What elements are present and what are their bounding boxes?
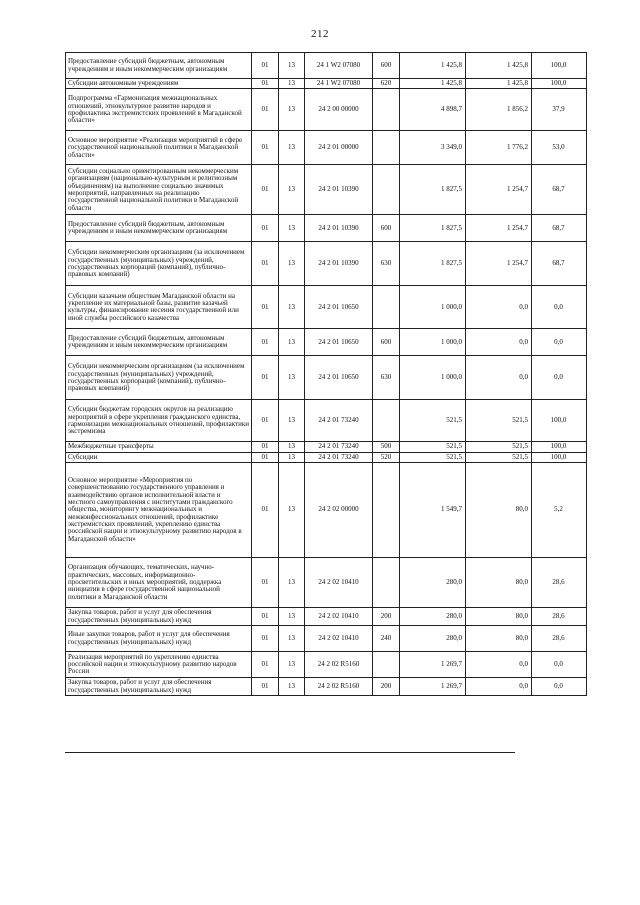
table-row (66, 329, 587, 356)
row-target-article: 24 2 02 00000 (305, 463, 373, 558)
row-executed-amount: 521,5 (466, 442, 532, 452)
row-subsection: 13 (279, 215, 305, 242)
row-subsection: 13 (279, 242, 305, 286)
row-name: Реализация мероприятий по укреплению единства российской нации и этнокультурному развитию народов России (66, 652, 252, 678)
row-chapter: 01 (252, 215, 279, 242)
row-chapter: 01 (252, 400, 279, 442)
table-row (66, 286, 587, 329)
row-execution-percent: 53,0 (532, 131, 587, 165)
row-planned-amount: 1 269,7 (400, 652, 466, 678)
row-subsection: 13 (279, 329, 305, 356)
row-name: Субсидии автономным учреждениям (66, 79, 252, 89)
row-target-article: 24 1 W2 07080 (305, 79, 373, 89)
row-execution-percent: 100,0 (532, 452, 587, 462)
row-chapter: 01 (252, 131, 279, 165)
row-target-article: 24 2 01 10390 (305, 215, 373, 242)
row-target-article: 24 2 01 10390 (305, 242, 373, 286)
table-row (66, 356, 587, 400)
table-row (66, 652, 587, 678)
row-name: Организация обучающих, тематических, научно-практических, массовых, информационно-просветительских и иных мероприятий, поддержка инициатив в сфере государственной национальной политики в Магаданской области (66, 558, 252, 608)
row-name: Основное мероприятие «Мероприятия по совершенствованию государственного управления и взаимодействию органов исполнительной власти и местного самоуправления с институтами гражданского общества, мониторингу межнациональных и межконфессиональных отношений, профилактике экстремистских проявлений, укреплению единства российской нации и этнокультурному развитию народов в Магаданской области» (66, 463, 252, 558)
row-name: Предоставление субсидий бюджетным, автономным учреждениям и иным некоммерческим организациям (66, 215, 252, 242)
row-expense-type (373, 652, 400, 678)
row-subsection: 13 (279, 652, 305, 678)
row-subsection: 13 (279, 442, 305, 452)
row-execution-percent: 100,0 (532, 53, 587, 79)
row-executed-amount: 0,0 (466, 356, 532, 400)
row-chapter: 01 (252, 558, 279, 608)
row-chapter: 01 (252, 356, 279, 400)
row-target-article: 24 2 01 73240 (305, 452, 373, 462)
row-planned-amount: 1 000,0 (400, 356, 466, 400)
row-chapter: 01 (252, 165, 279, 215)
row-chapter: 01 (252, 442, 279, 452)
row-execution-percent: 0,0 (532, 652, 587, 678)
row-executed-amount: 1 254,7 (466, 242, 532, 286)
row-name: Закупка товаров, работ и услуг для обеспечения государственных (муниципальных) нужд (66, 608, 252, 626)
row-subsection: 13 (279, 79, 305, 89)
row-planned-amount: 1 000,0 (400, 286, 466, 329)
row-subsection: 13 (279, 452, 305, 462)
row-chapter: 01 (252, 89, 279, 131)
row-execution-percent: 0,0 (532, 356, 587, 400)
row-executed-amount: 1 425,8 (466, 53, 532, 79)
table-row (66, 463, 587, 558)
row-planned-amount: 1 000,0 (400, 329, 466, 356)
row-target-article: 24 2 01 10650 (305, 329, 373, 356)
row-expense-type (373, 400, 400, 442)
table-row (66, 452, 587, 462)
row-subsection: 13 (279, 463, 305, 558)
row-planned-amount: 4 898,7 (400, 89, 466, 131)
row-executed-amount: 80,0 (466, 626, 532, 652)
row-expense-type (373, 463, 400, 558)
table-row (66, 558, 587, 608)
row-expense-type (373, 286, 400, 329)
row-chapter: 01 (252, 53, 279, 79)
row-planned-amount: 521,5 (400, 442, 466, 452)
row-name: Закупка товаров, работ и услуг для обеспечения государственных (муниципальных) нужд (66, 678, 252, 696)
row-execution-percent: 100,0 (532, 79, 587, 89)
row-execution-percent: 68,7 (532, 242, 587, 286)
row-execution-percent: 100,0 (532, 442, 587, 452)
row-target-article: 24 2 02 10410 (305, 608, 373, 626)
row-planned-amount: 280,0 (400, 558, 466, 608)
row-executed-amount: 0,0 (466, 286, 532, 329)
row-target-article: 24 2 02 R5160 (305, 678, 373, 696)
row-subsection: 13 (279, 89, 305, 131)
table-row (66, 442, 587, 452)
row-planned-amount: 3 349,0 (400, 131, 466, 165)
row-chapter: 01 (252, 652, 279, 678)
row-executed-amount: 80,0 (466, 608, 532, 626)
row-name: Субсидии некоммерческим организациям (за исключением государственных (муниципальных) учреждений, государственных корпораций (компаний), публично-правовых компаний) (66, 356, 252, 400)
row-planned-amount: 521,5 (400, 452, 466, 462)
row-target-article: 24 2 01 10650 (305, 286, 373, 329)
row-expense-type: 240 (373, 626, 400, 652)
row-subsection: 13 (279, 131, 305, 165)
row-name: Субсидии (66, 452, 252, 462)
row-target-article: 24 2 01 00000 (305, 131, 373, 165)
row-executed-amount: 521,5 (466, 452, 532, 462)
table-row (66, 79, 587, 89)
row-name: Субсидии социально ориентированным некоммерческим организациям (национально-культурным и религиозным объединениям) на выполнение социально значимых мероприятий, направленных на реализацию государственной национальной политики в Магаданской области (66, 165, 252, 215)
row-name: Субсидии некоммерческим организациям (за исключением государственных (муниципальных) учреждений, государственных корпораций (компаний), публично-правовых компаний) (66, 242, 252, 286)
table-row (66, 165, 587, 215)
row-name: Основное мероприятие «Реализация мероприятий в сфере государственной национальной политики в Магаданской области» (66, 131, 252, 165)
row-expense-type (373, 131, 400, 165)
row-planned-amount: 1 827,5 (400, 242, 466, 286)
row-planned-amount: 280,0 (400, 608, 466, 626)
row-executed-amount: 1 425,8 (466, 79, 532, 89)
row-name: Иные закупки товаров, работ и услуг для обеспечения государственных (муниципальных) нужд (66, 626, 252, 652)
row-expense-type: 600 (373, 53, 400, 79)
row-execution-percent: 0,0 (532, 678, 587, 696)
row-executed-amount: 0,0 (466, 678, 532, 696)
row-expense-type: 630 (373, 356, 400, 400)
row-subsection: 13 (279, 400, 305, 442)
budget-table (65, 52, 587, 696)
row-execution-percent: 100,0 (532, 400, 587, 442)
row-executed-amount: 80,0 (466, 463, 532, 558)
row-execution-percent: 37,9 (532, 89, 587, 131)
row-executed-amount: 0,0 (466, 329, 532, 356)
row-subsection: 13 (279, 165, 305, 215)
row-execution-percent: 28,6 (532, 608, 587, 626)
row-planned-amount: 1 827,5 (400, 215, 466, 242)
row-subsection: 13 (279, 53, 305, 79)
row-subsection: 13 (279, 356, 305, 400)
row-name: Подпрограмма «Гармонизация межнациональных отношений, этнокультурное развитие народов и профилактика экстремистских проявлений в Магаданской области» (66, 89, 252, 131)
row-subsection: 13 (279, 286, 305, 329)
row-executed-amount: 80,0 (466, 558, 532, 608)
row-execution-percent: 28,6 (532, 558, 587, 608)
row-chapter: 01 (252, 626, 279, 652)
row-target-article: 24 2 01 73240 (305, 442, 373, 452)
row-execution-percent: 68,7 (532, 215, 587, 242)
row-target-article: 24 2 00 00000 (305, 89, 373, 131)
row-expense-type: 520 (373, 452, 400, 462)
row-expense-type: 200 (373, 608, 400, 626)
row-executed-amount: 1 254,7 (466, 165, 532, 215)
row-subsection: 13 (279, 608, 305, 626)
row-chapter: 01 (252, 329, 279, 356)
row-subsection: 13 (279, 558, 305, 608)
table-row (66, 626, 587, 652)
table-row (66, 242, 587, 286)
page-number: 212 (311, 28, 329, 40)
row-planned-amount: 1 425,8 (400, 79, 466, 89)
row-execution-percent: 68,7 (532, 165, 587, 215)
row-execution-percent: 0,0 (532, 286, 587, 329)
row-executed-amount: 521,5 (466, 400, 532, 442)
row-executed-amount: 1 776,2 (466, 131, 532, 165)
table-row (66, 89, 587, 131)
table-row (66, 53, 587, 79)
table-row (66, 215, 587, 242)
row-planned-amount: 1 269,7 (400, 678, 466, 696)
row-executed-amount: 1 254,7 (466, 215, 532, 242)
row-planned-amount: 1 549,7 (400, 463, 466, 558)
row-target-article: 24 1 W2 07080 (305, 53, 373, 79)
row-chapter: 01 (252, 463, 279, 558)
row-chapter: 01 (252, 608, 279, 626)
row-chapter: 01 (252, 452, 279, 462)
row-target-article: 24 2 02 10410 (305, 558, 373, 608)
row-target-article: 24 2 02 10410 (305, 626, 373, 652)
row-expense-type: 600 (373, 329, 400, 356)
row-execution-percent: 28,6 (532, 626, 587, 652)
row-name: Предоставление субсидий бюджетным, автономным учреждениям и иным некоммерческим организациям (66, 329, 252, 356)
row-name: Предоставление субсидий бюджетным, автономным учреждениям и иным некоммерческим организациям (66, 53, 252, 79)
row-chapter: 01 (252, 678, 279, 696)
row-executed-amount: 0,0 (466, 652, 532, 678)
row-execution-percent: 0,0 (532, 329, 587, 356)
row-chapter: 01 (252, 79, 279, 89)
row-expense-type (373, 558, 400, 608)
row-target-article: 24 2 02 R5160 (305, 652, 373, 678)
row-planned-amount: 1 425,8 (400, 53, 466, 79)
row-target-article: 24 2 01 10650 (305, 356, 373, 400)
table-body (66, 53, 587, 696)
row-target-article: 24 2 01 10390 (305, 165, 373, 215)
row-expense-type: 500 (373, 442, 400, 452)
row-executed-amount: 1 856,2 (466, 89, 532, 131)
row-chapter: 01 (252, 242, 279, 286)
bottom-rule (65, 752, 515, 753)
row-expense-type (373, 89, 400, 131)
row-chapter: 01 (252, 286, 279, 329)
table-row (66, 608, 587, 626)
row-expense-type: 200 (373, 678, 400, 696)
table-row (66, 678, 587, 696)
row-expense-type: 620 (373, 79, 400, 89)
row-expense-type (373, 165, 400, 215)
row-name: Межбюджетные трансферты (66, 442, 252, 452)
row-target-article: 24 2 01 73240 (305, 400, 373, 442)
row-planned-amount: 1 827,5 (400, 165, 466, 215)
row-subsection: 13 (279, 678, 305, 696)
row-name: Субсидии бюджетам городских округов на реализацию мероприятий в сфере укрепления гражданского единства, гармонизации межнациональных отношений, профилактики экстремизма (66, 400, 252, 442)
table-row (66, 400, 587, 442)
row-expense-type: 600 (373, 215, 400, 242)
row-planned-amount: 521,5 (400, 400, 466, 442)
row-execution-percent: 5,2 (532, 463, 587, 558)
row-planned-amount: 280,0 (400, 626, 466, 652)
table-row (66, 131, 587, 165)
row-expense-type: 630 (373, 242, 400, 286)
row-name: Субсидии казачьим обществам Магаданской области на укрепление их материальной базы, развитие казачьей культуры, финансирование несения государственной или иной службы российского казачества (66, 286, 252, 329)
row-subsection: 13 (279, 626, 305, 652)
